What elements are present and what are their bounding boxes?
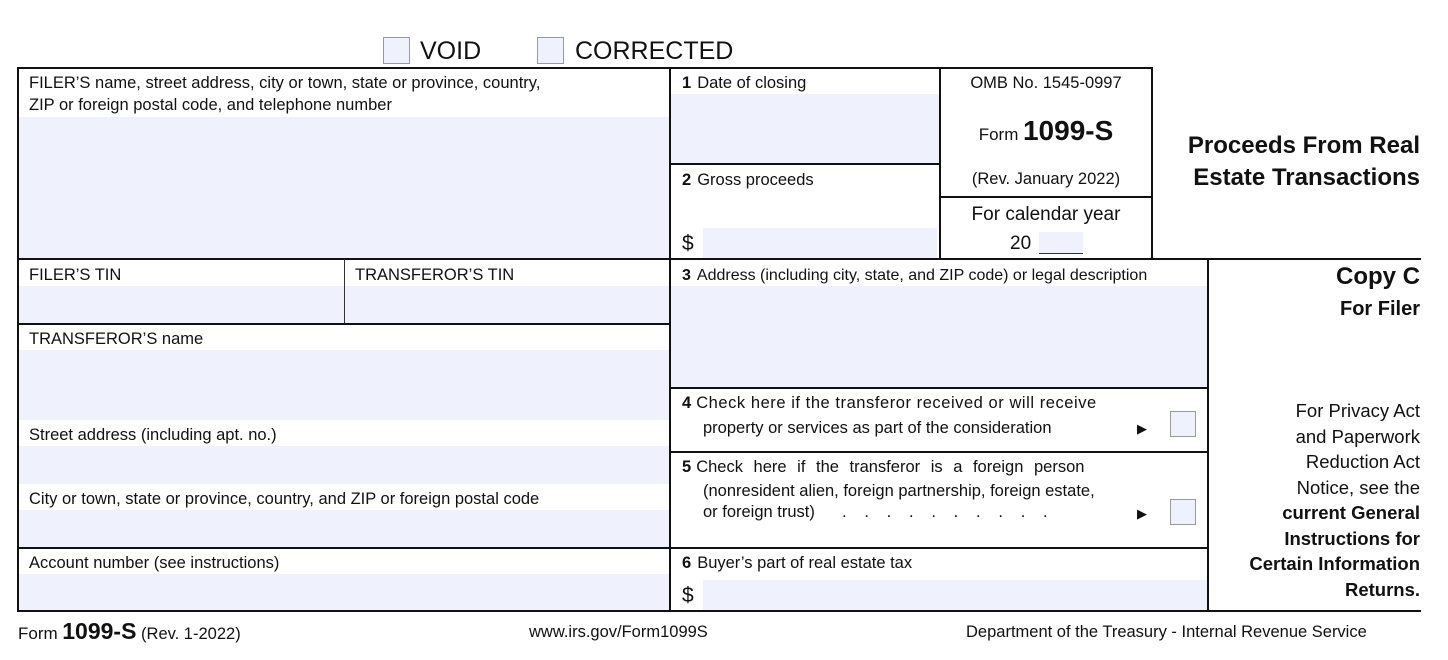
calendar-year-field[interactable]	[1039, 232, 1083, 254]
box4-arrow-icon: ▶	[1137, 421, 1147, 436]
calendar-year-label: For calendar year	[971, 204, 1121, 225]
grid-line	[1151, 67, 1153, 259]
footer-form-identifier	[18, 618, 241, 647]
box5-arrow-icon: ▶	[1137, 506, 1147, 521]
void-checkbox[interactable]	[383, 37, 410, 64]
street-address-label: Street address (including apt. no.)	[29, 426, 277, 444]
box6-label-text: Buyer’s part of real estate tax	[697, 554, 913, 572]
form-identifier	[941, 114, 1151, 152]
form-prefix: Form	[978, 125, 1019, 144]
box4-number: 4	[682, 394, 692, 412]
grid-line	[17, 323, 670, 325]
privacy-notice-bold-line: Instructions for	[1284, 527, 1420, 549]
filer-info-label-line2: ZIP or foreign postal code, and telephone number	[29, 96, 392, 114]
filer-tin-field[interactable]	[19, 286, 344, 323]
transferor-name-label: TRANSFEROR’S name	[29, 330, 204, 348]
form-revision: (Rev. January 2022)	[971, 170, 1121, 188]
form-title-line2: Estate Transactions	[1193, 164, 1420, 191]
grid-line	[17, 258, 1421, 260]
copy-for-label: For Filer	[1339, 298, 1420, 320]
grid-line	[1207, 259, 1209, 612]
privacy-notice-bold-line: Returns.	[1344, 578, 1420, 600]
grid-line	[669, 451, 1209, 453]
account-number-field[interactable]	[19, 574, 669, 610]
grid-line	[17, 610, 1421, 612]
privacy-notice-bold-line: Certain Information	[1249, 553, 1420, 574]
box3-number: 3	[682, 267, 691, 284]
filer-tin-label: FILER’S TIN	[29, 266, 122, 284]
transferor-tin-field[interactable]	[345, 286, 669, 323]
gross-proceeds-field[interactable]	[703, 228, 937, 258]
footer-form-name: 1099-S	[62, 618, 137, 644]
box5-line1-text: Check here if the transferor is a foreign person	[696, 458, 1085, 476]
privacy-notice	[1210, 398, 1420, 602]
grid-line	[17, 67, 1153, 69]
street-address-field[interactable]	[19, 446, 669, 484]
box4-line1	[682, 393, 1097, 414]
box1-label-text: Date of closing	[697, 74, 807, 92]
box4-line1-text: Check here if the transferor received or will receive	[696, 394, 1097, 412]
date-of-closing-field[interactable]	[671, 94, 939, 163]
footer-url-link[interactable]: www.irs.gov/Form1099S	[529, 623, 708, 641]
box5-checkbox[interactable]	[1170, 499, 1196, 525]
filer-info-label-line1: FILER’S name, street address, city or town, state or province, country,	[29, 74, 541, 92]
privacy-notice-line: For Privacy Act	[1295, 400, 1420, 421]
box1-number: 1	[682, 74, 692, 92]
footer-department: Department of the Treasury - Internal Revenue Service	[966, 623, 1367, 641]
buyers-real-estate-tax-field[interactable]	[703, 580, 1207, 610]
box5-number: 5	[682, 458, 692, 476]
filer-info-field[interactable]	[19, 117, 669, 258]
box2-currency-symbol: $	[682, 232, 694, 255]
account-number-label: Account number (see instructions)	[29, 554, 280, 572]
box3-label-text: Address (including city, state, and ZIP code) or legal description	[696, 267, 1148, 284]
box3-label	[682, 265, 1147, 286]
transferor-name-field[interactable]	[19, 350, 669, 420]
transferor-tin-label: TRANSFEROR’S TIN	[355, 266, 515, 284]
footer-form-prefix: Form	[18, 624, 58, 643]
box2-number: 2	[682, 171, 692, 189]
box5-line3: or foreign trust)	[703, 503, 815, 521]
privacy-notice-line: Reduction Act	[1305, 451, 1420, 472]
form-name: 1099-S	[1022, 115, 1114, 146]
footer-revision: (Rev. 1-2022)	[141, 625, 241, 643]
privacy-notice-line: Notice, see the	[1296, 476, 1420, 498]
omb-number: OMB No. 1545-0997	[970, 74, 1122, 92]
privacy-notice-line: and Paperwork	[1295, 425, 1420, 447]
box4-line2: property or services as part of the consideration	[703, 419, 1052, 437]
box2-label-text: Gross proceeds	[697, 171, 814, 189]
grid-line	[17, 547, 1209, 549]
box5-leader-dots: . . . . . . . . . .	[842, 503, 1049, 521]
box5-line1	[682, 457, 1084, 478]
privacy-notice-bold-line: current General	[1282, 502, 1420, 523]
grid-line	[669, 387, 1209, 389]
grid-line	[939, 196, 1153, 198]
grid-line	[669, 163, 941, 165]
box6-number: 6	[682, 554, 692, 572]
corrected-label: CORRECTED	[575, 37, 734, 65]
year-prefix: 20	[1010, 233, 1032, 254]
corrected-checkbox[interactable]	[537, 37, 564, 64]
box5-line2: (nonresident alien, foreign partnership, foreign estate,	[703, 482, 1095, 500]
box6-label	[682, 553, 912, 574]
city-field[interactable]	[19, 510, 669, 547]
copy-label: Copy C	[1336, 263, 1420, 290]
property-address-field[interactable]	[671, 286, 1207, 387]
void-label: VOID	[420, 37, 482, 65]
form-title-line1: Proceeds From Real	[1187, 132, 1420, 159]
city-label: City or town, state or province, country, and ZIP or foreign postal code	[29, 490, 540, 508]
box6-currency-symbol: $	[682, 584, 694, 607]
box4-checkbox[interactable]	[1170, 411, 1196, 437]
box2-label	[682, 170, 814, 191]
box1-label	[682, 73, 806, 94]
